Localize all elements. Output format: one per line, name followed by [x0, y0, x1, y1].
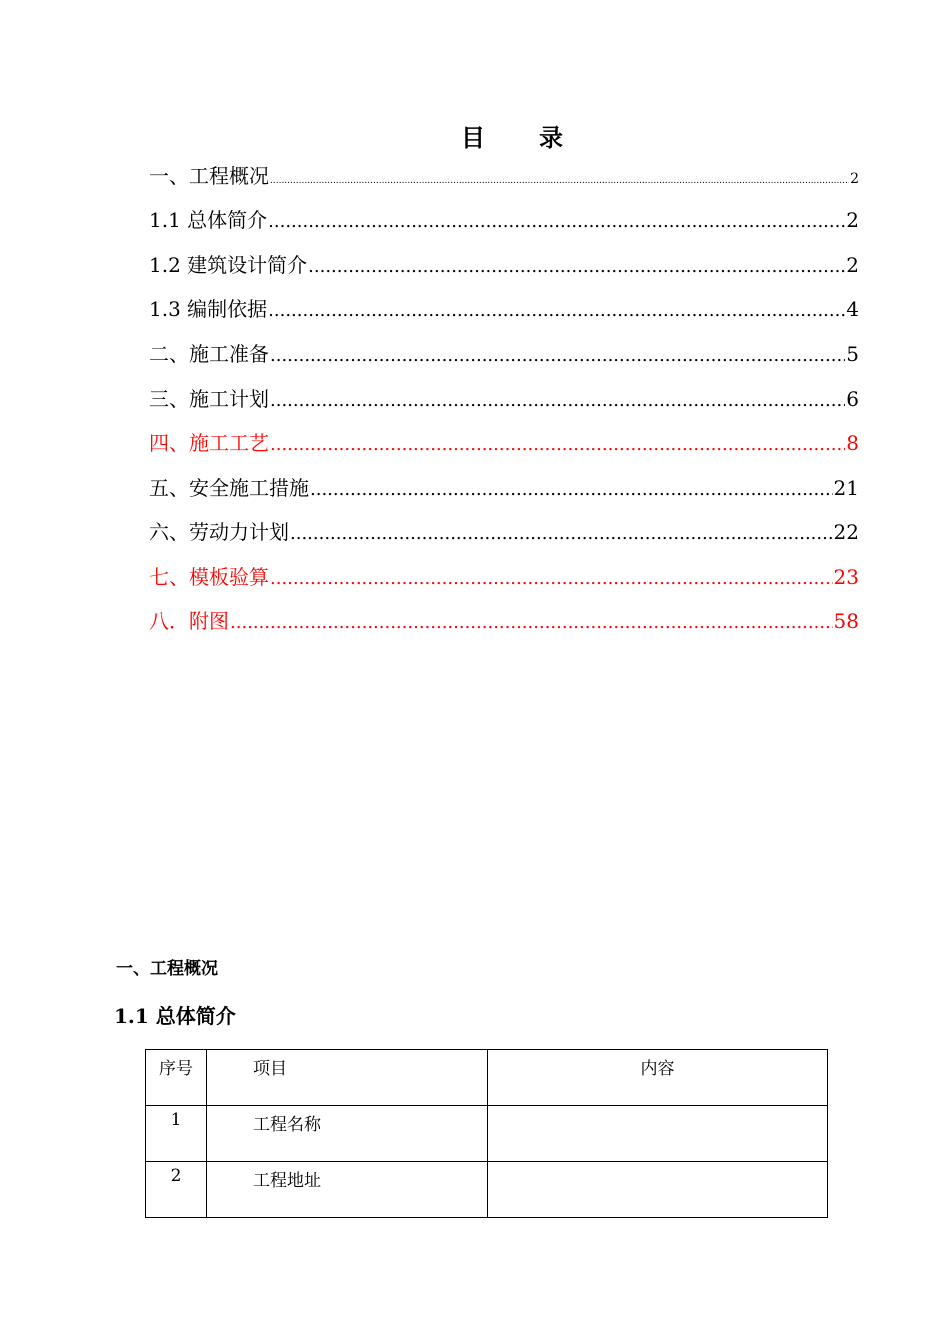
toc-title — [0, 118, 950, 153]
table-cell[interactable] — [488, 1106, 828, 1162]
toc-entry-page: 58 — [833, 609, 859, 633]
toc-entry-label: 四、施工工艺 — [149, 431, 269, 455]
toc-entry-page: 4 — [846, 297, 859, 321]
toc-entry-label: 二、施工准备 — [149, 342, 269, 366]
toc-leader-dots — [270, 568, 833, 589]
toc-entry-label: 五、安全施工措施 — [149, 476, 309, 500]
toc-leader-dots — [230, 612, 833, 633]
toc-entry-label: 三、施工计划 — [149, 387, 269, 411]
table-cell: 工程地址 — [207, 1162, 488, 1218]
table-cell: 2 — [146, 1162, 207, 1218]
table-cell: 工程名称 — [207, 1106, 488, 1162]
toc-title-right: 录 — [539, 123, 565, 152]
table-header-cell: 内容 — [488, 1050, 828, 1106]
toc-entry[interactable] — [149, 249, 859, 279]
toc-entry-page: 2 — [846, 253, 859, 277]
table-row — [146, 1106, 828, 1162]
overview-table — [145, 1049, 828, 1218]
toc-title-left: 目 — [461, 123, 487, 152]
toc-leader-dots — [270, 176, 849, 186]
toc-entry-page: 6 — [846, 387, 859, 411]
toc-entry-label: 八．附图 — [149, 609, 229, 633]
toc-entry-page: 8 — [846, 431, 859, 455]
table-cell[interactable] — [488, 1162, 828, 1218]
toc-entry[interactable] — [149, 605, 859, 635]
toc-leader-dots — [270, 390, 845, 411]
toc-leader-dots — [268, 300, 845, 321]
toc-entry-page: 2 — [846, 208, 859, 232]
toc-entry-page: 21 — [833, 476, 859, 500]
toc-entry[interactable] — [149, 383, 859, 413]
toc-entry[interactable] — [149, 427, 859, 457]
toc-leader-dots — [270, 345, 845, 366]
toc-entry-label: 1.3 编制依据 — [149, 297, 268, 321]
section-heading: 一、工程概况 — [116, 959, 218, 979]
toc-entry-label: 一、工程概况 — [149, 164, 269, 188]
toc-entry[interactable] — [149, 472, 859, 502]
toc-entry-label: 七、模板验算 — [149, 565, 269, 589]
toc-leader-dots — [290, 523, 833, 544]
subsection-heading: 1.1 总体简介 — [114, 1004, 236, 1028]
toc-leader-dots — [310, 479, 833, 500]
toc-entry[interactable] — [149, 338, 859, 368]
toc-entry[interactable] — [149, 160, 859, 190]
toc-leader-dots — [308, 256, 845, 277]
table-cell: 1 — [146, 1106, 207, 1162]
table-header-row — [146, 1050, 828, 1106]
toc-leader-dots — [270, 434, 845, 455]
toc-entry[interactable] — [149, 561, 859, 591]
toc-entry[interactable] — [149, 204, 859, 234]
toc-entry[interactable] — [149, 293, 859, 323]
toc-leader-dots — [268, 211, 845, 232]
toc-entry-page: 23 — [833, 565, 859, 589]
table-header-cell: 项目 — [207, 1050, 488, 1106]
toc-entry-page: 2 — [850, 171, 859, 187]
toc-entry[interactable] — [149, 516, 859, 546]
toc-entry-page: 22 — [833, 520, 859, 544]
toc-entry-label: 1.2 建筑设计简介 — [149, 253, 308, 277]
toc-entry-page: 5 — [846, 342, 859, 366]
toc-entry-label: 1.1 总体简介 — [149, 208, 268, 232]
table-row — [146, 1162, 828, 1218]
toc-entry-label: 六、劳动力计划 — [149, 520, 289, 544]
table-header-cell: 序号 — [146, 1050, 207, 1106]
